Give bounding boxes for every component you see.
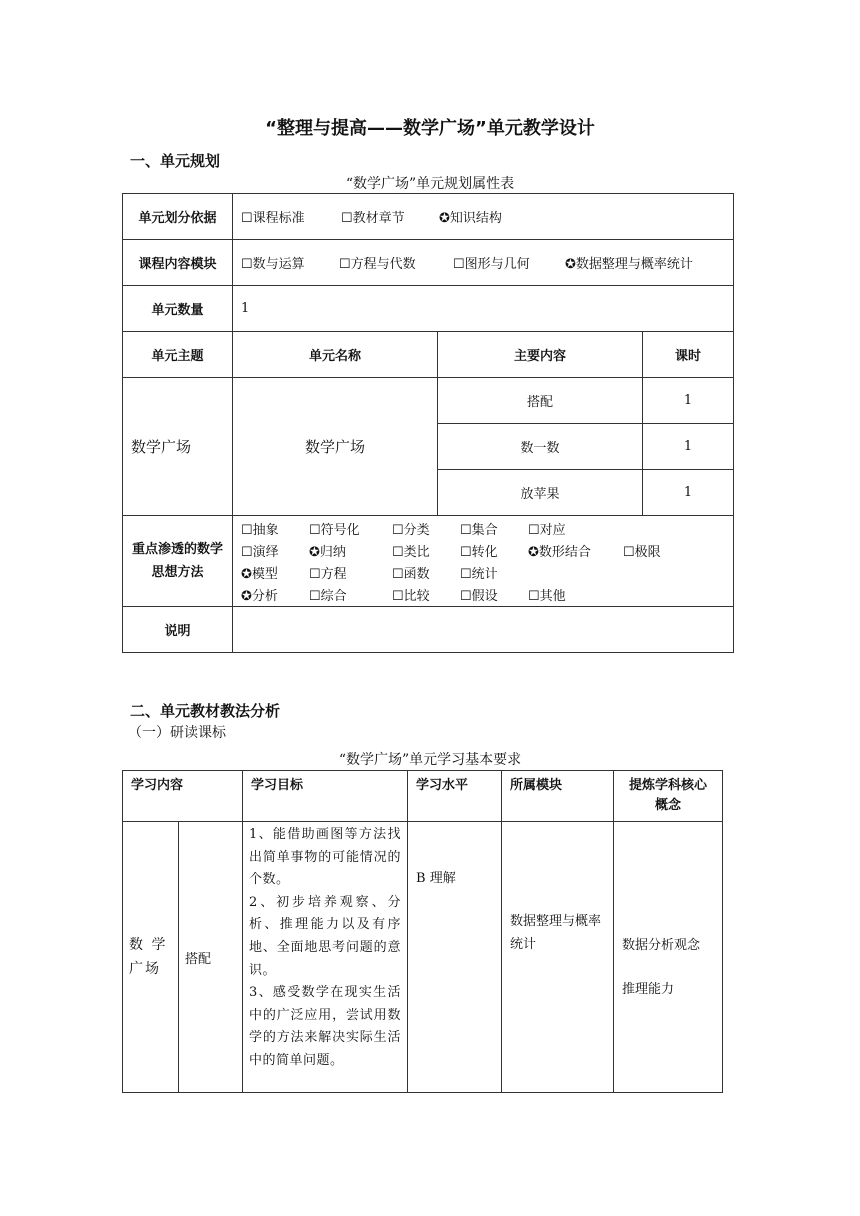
row-unit: 数 学 广场 xyxy=(123,822,179,1093)
unit-theme: 数学广场 xyxy=(123,378,233,516)
method-option[interactable]: ☐集合 xyxy=(460,522,498,538)
note-label: 说明 xyxy=(123,607,233,653)
table-1-caption: “数学广场”单元规划属性表 xyxy=(345,176,515,192)
unit-hours: 1 xyxy=(643,470,734,516)
requirements-row xyxy=(123,822,723,1093)
header-learning-goal: 学习目标 xyxy=(243,771,408,822)
unit-name: 数学广场 xyxy=(233,378,438,516)
methods-row xyxy=(123,516,734,607)
module-option[interactable]: ☐方程与代数 xyxy=(339,257,416,272)
method-option[interactable]: ☐转化 xyxy=(460,544,498,560)
header-theme: 单元主题 xyxy=(123,332,233,378)
methods-label: 重点渗透的数学思想方法 xyxy=(123,516,233,607)
method-option[interactable]: ✪归纳 xyxy=(309,544,346,560)
count-value: 1 xyxy=(233,286,734,332)
basis-row xyxy=(123,194,734,240)
method-option[interactable]: ☐比较 xyxy=(392,588,430,604)
module-options xyxy=(233,240,734,286)
section-1-heading: 一、单元规划 xyxy=(130,152,221,170)
unit-header-row xyxy=(123,332,734,378)
unit-content: 搭配 xyxy=(438,378,643,424)
header-name: 单元名称 xyxy=(233,332,438,378)
row-module: 数据整理与概率统计 xyxy=(502,822,614,1093)
section-2-heading: 二、单元教材教法分析 xyxy=(130,702,281,720)
methods-option-row xyxy=(241,583,733,605)
method-option[interactable]: ☐类比 xyxy=(392,544,430,560)
method-option[interactable]: ✪分析 xyxy=(241,588,278,604)
header-module: 所属模块 xyxy=(502,771,614,822)
section-2-subheading: （一）研读课标 xyxy=(128,725,226,741)
header-core-concept-line-2: 概念 xyxy=(655,798,682,813)
document-title: “整理与提高——数学广场”单元教学设计 xyxy=(265,118,595,139)
core-concept: 数据分析观念 xyxy=(622,938,701,953)
count-label: 单元数量 xyxy=(123,286,233,332)
method-option[interactable]: ☐假设 xyxy=(460,588,498,604)
method-option[interactable]: ☐抽象 xyxy=(241,522,279,538)
unit-content: 放苹果 xyxy=(438,470,643,516)
basis-option[interactable]: ☐教材章节 xyxy=(341,211,405,226)
unit-row xyxy=(123,378,734,424)
basis-option[interactable]: ☐课程标准 xyxy=(241,211,305,226)
row-lesson: 搭配 xyxy=(179,822,243,1093)
method-option[interactable]: ☐演绎 xyxy=(241,544,279,560)
module-option[interactable]: ☐数与运算 xyxy=(241,257,305,272)
row-level: B 理解 xyxy=(408,822,502,1093)
header-core-concept xyxy=(614,771,723,822)
method-option[interactable]: ☐分类 xyxy=(392,522,430,538)
methods-options xyxy=(233,516,734,607)
header-hours: 课时 xyxy=(643,332,734,378)
goal-item: 1、能借助画图等方法找出简单事物的可能情况的个数。 xyxy=(249,827,402,888)
header-core-concept-line-1: 提炼学科核心 xyxy=(629,778,708,793)
note-value[interactable] xyxy=(233,607,734,653)
unit-hours: 1 xyxy=(643,378,734,424)
methods-option-row xyxy=(241,517,733,539)
header-content: 主要内容 xyxy=(438,332,643,378)
header-learning-content: 学习内容 xyxy=(123,771,243,822)
module-option[interactable]: ☐图形与几何 xyxy=(453,257,530,272)
goal-item: 2、初步培养观察、分析、推理能力以及有序地、全面地思考问题的意识。 xyxy=(249,894,402,978)
unit-content: 数一数 xyxy=(438,424,643,470)
module-row xyxy=(123,240,734,286)
method-option[interactable]: ☐综合 xyxy=(309,588,347,604)
row-goals xyxy=(243,822,408,1093)
goal-item: 3、感受数学在现实生活中的广泛应用，尝试用数学的方法来解决实际生活中的简单问题。 xyxy=(249,985,402,1068)
module-option[interactable]: ✪数据整理与概率统计 xyxy=(565,257,693,272)
table-2-caption: “数学广场”单元学习基本要求 xyxy=(338,752,522,768)
note-row xyxy=(123,607,734,653)
basis-label: 单元划分依据 xyxy=(123,194,233,240)
requirements-header-row xyxy=(123,771,723,822)
method-option[interactable]: ☐对应 xyxy=(528,522,566,538)
methods-option-row xyxy=(241,561,733,583)
module-label: 课程内容模块 xyxy=(123,240,233,286)
method-option[interactable]: ☐极限 xyxy=(623,544,661,560)
method-option[interactable]: ✪数形结合 xyxy=(528,544,591,560)
basis-option[interactable]: ✪知识结构 xyxy=(439,211,502,226)
method-option[interactable]: ☐符号化 xyxy=(309,522,360,538)
method-option[interactable]: ☐函数 xyxy=(392,566,430,582)
unit-planning-table xyxy=(122,193,734,653)
method-option[interactable]: ☐统计 xyxy=(460,566,498,582)
unit-hours: 1 xyxy=(643,424,734,470)
count-row xyxy=(123,286,734,332)
learning-requirements-table xyxy=(122,770,723,1093)
core-concept: 推理能力 xyxy=(622,982,675,997)
method-option[interactable]: ✪模型 xyxy=(241,566,278,582)
header-learning-level: 学习水平 xyxy=(408,771,502,822)
method-option[interactable]: ☐其他 xyxy=(528,588,566,604)
method-option[interactable]: ☐方程 xyxy=(309,566,347,582)
basis-options xyxy=(233,194,734,240)
row-core-concepts xyxy=(614,822,723,1093)
methods-option-row xyxy=(241,539,733,561)
